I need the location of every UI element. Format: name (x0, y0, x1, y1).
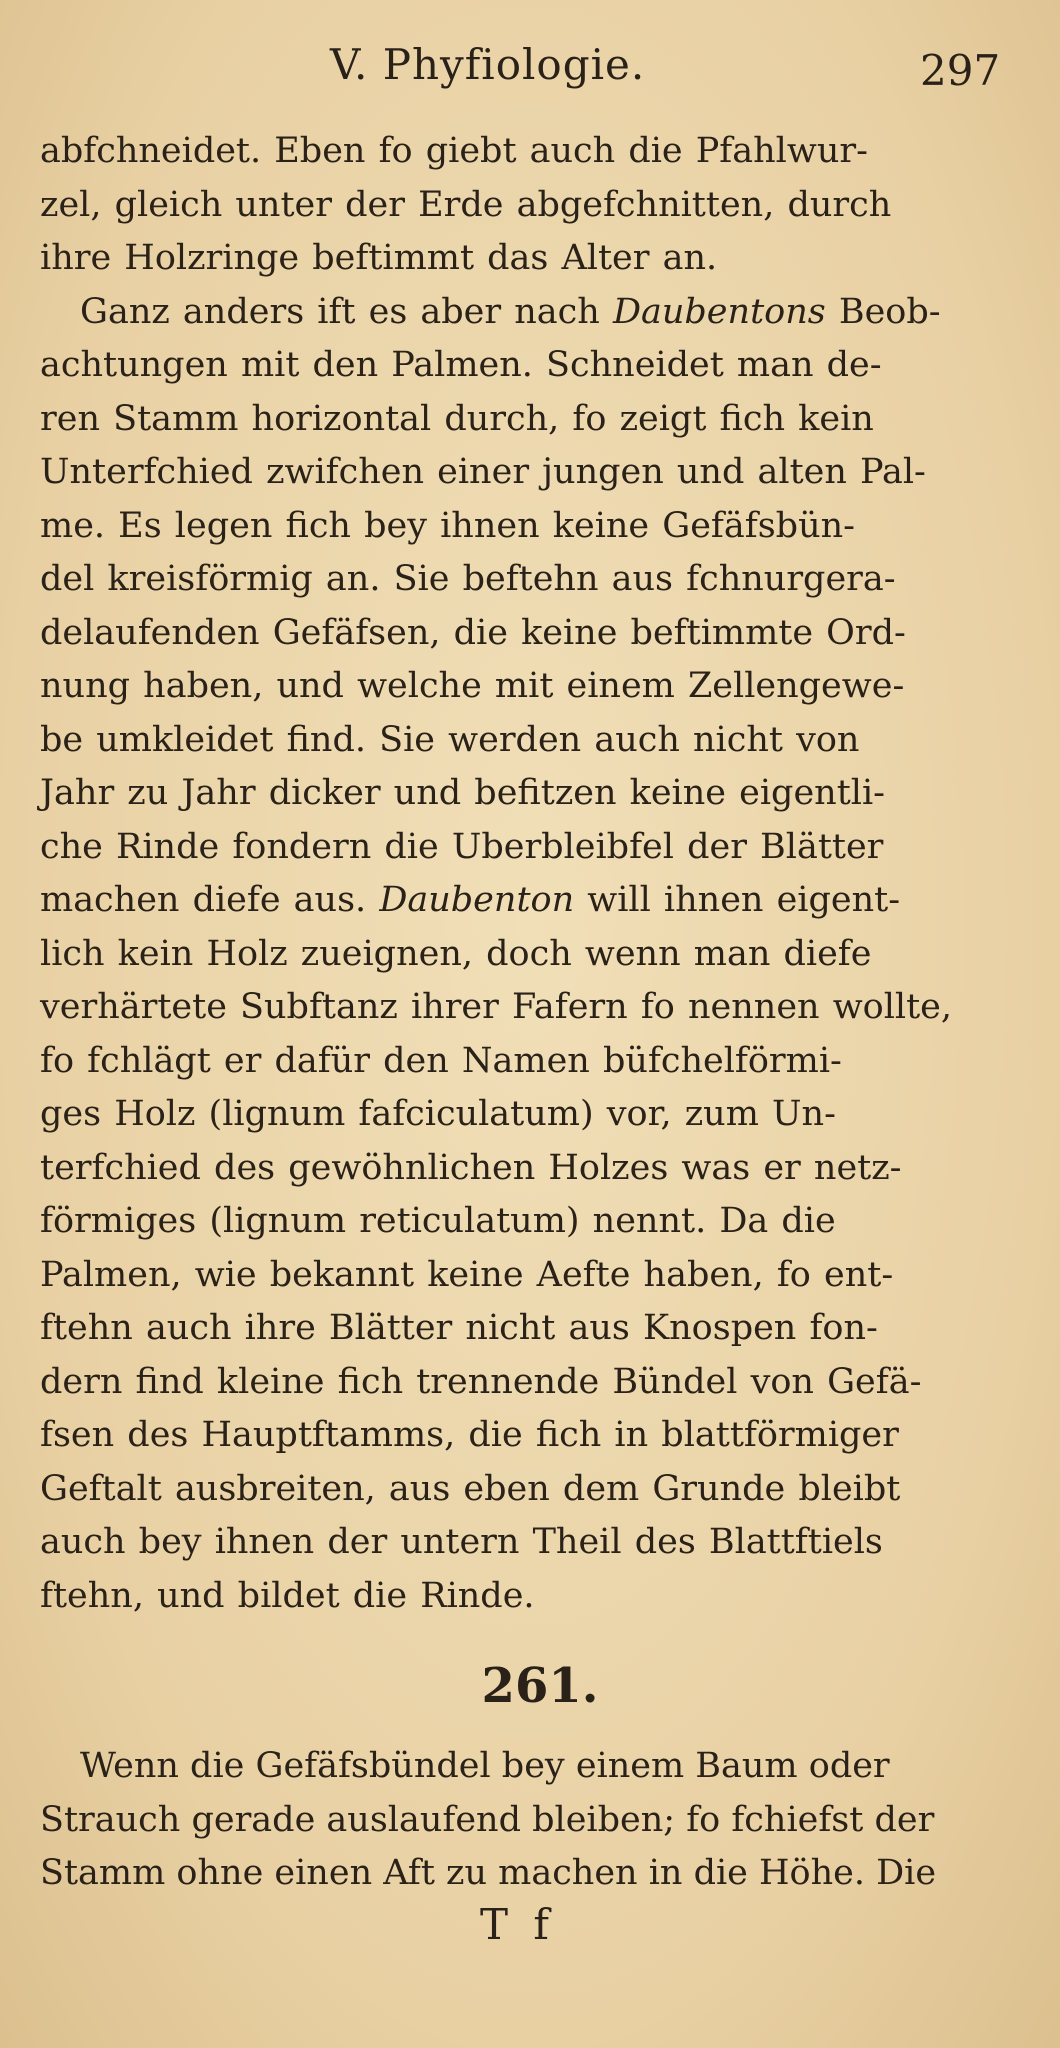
text-line: ihre Holzringe beftimmt das Alter an. (40, 238, 718, 278)
text-line: me. Es legen fich bey ihnen keine Gefäfsbün- (40, 505, 855, 546)
text-line: dern find kleine fich trennende Bündel von Gefä- (40, 1361, 922, 1402)
text-line: Wenn die Gefäfsbündel bey einem Baum oder (80, 1746, 890, 1786)
text-line: achtungen mit den Palmen. Schneidet man de- (40, 345, 882, 385)
text-line: lich kein Holz zueignen, doch wenn man diefe (40, 933, 872, 974)
text-line: fo fchlägt er dafür den Namen büfchelförmi- (40, 1040, 842, 1081)
text-line: Geftalt ausbreiten, aus eben dem Grunde bleibt (40, 1468, 901, 1509)
text-line: verhärtete Subftanz ihrer Fafern fo nennen wollte, (40, 987, 953, 1027)
text-line: Ganz anders ift es aber nach Daubentons Beob- (80, 291, 941, 332)
text-line: förmiges (lignum reticulatum) nennt. Da die (40, 1201, 836, 1241)
text-line: che Rinde fondern die Uberbleibfel der Blätter (40, 826, 884, 867)
text-line: ges Holz (lignum fafciculatum) vor, zum Un- (40, 1094, 836, 1134)
text-line: nung haben, und welche mit einem Zellengewe- (40, 666, 905, 706)
text-line: delaufenden Gefäfsen, die keine beftimmte Ord- (40, 612, 906, 653)
page-number: 297 (920, 46, 1001, 95)
text-line: zel, gleich unter der Erde abgefchnitten, durch (40, 184, 892, 225)
running-title: V. Phyfiologie. (330, 40, 646, 89)
text-line: be umkleidet find. Sie werden auch nicht von (40, 719, 860, 760)
text-line: fsen des Hauptftamms, die fich in blattförmiger (40, 1415, 899, 1455)
signature-mark: T f (480, 1900, 555, 1949)
text-line: terfchied des gewöhnlichen Holzes was er netz- (40, 1147, 902, 1188)
text-line: ftehn auch ihre Blätter nicht aus Knospen fon- (40, 1308, 878, 1348)
text-line: auch bey ihnen der untern Theil des Blattftiels (40, 1522, 883, 1562)
text-line: machen diefe aus. Daubenton will ihnen eigent- (40, 880, 901, 920)
text-line: Strauch gerade auslaufend bleiben; fo fchiefst der (40, 1799, 935, 1840)
section-number: 261. (481, 1658, 599, 1714)
text-line: Palmen, wie bekannt keine Aefte haben, fo ent- (40, 1254, 894, 1295)
text-line: Stamm ohne einen Aft zu machen in die Höhe. Die (40, 1853, 937, 1893)
text-line: Unterfchied zwifchen einer jungen und alten Pal- (40, 452, 926, 492)
body-text (40, 125, 1000, 1623)
text-line: abfchneidet. Eben fo giebt auch die Pfahlwur- (40, 131, 868, 171)
text-line: Jahr zu Jahr dicker und befitzen keine eigentli- (40, 773, 885, 813)
next-section-text (40, 1740, 1000, 1901)
page-header (0, 30, 1060, 100)
text-line: ftehn, und bildet die Rinde. (40, 1575, 535, 1616)
text-line: ren Stamm horizontal durch, fo zeigt fich kein (40, 398, 874, 439)
text-line: del kreisförmig an. Sie beftehn aus fchnurgera- (40, 559, 896, 599)
